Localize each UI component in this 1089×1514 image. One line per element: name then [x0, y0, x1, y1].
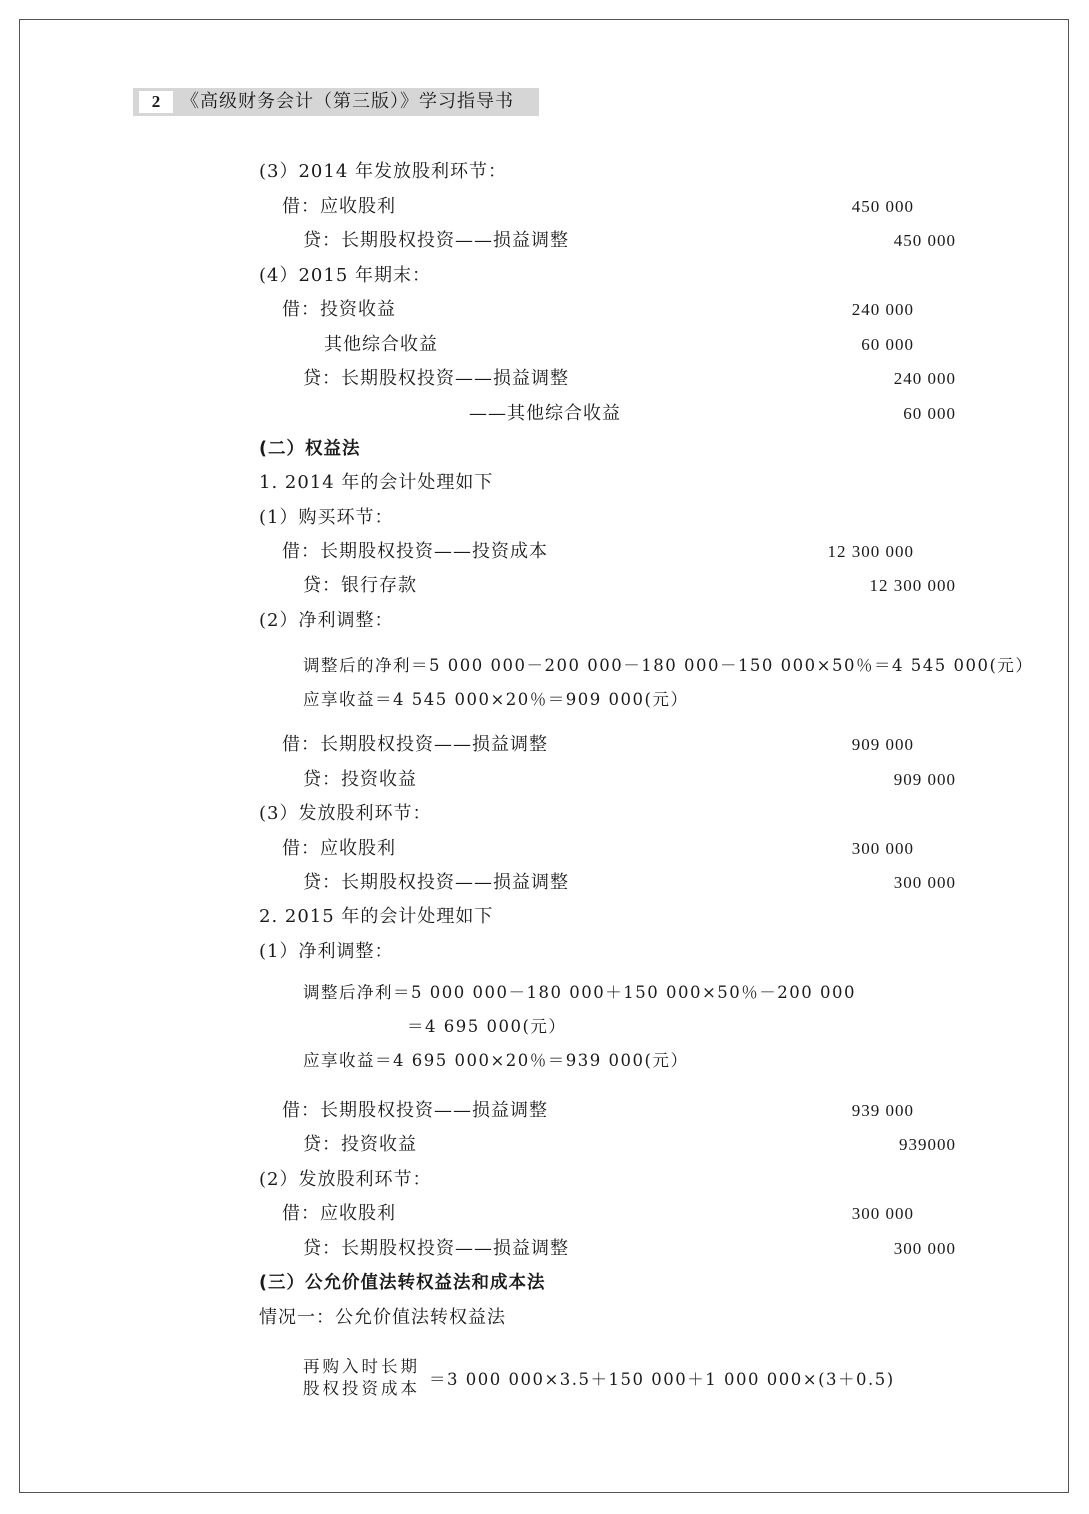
debit-amount: 300 000	[851, 839, 914, 858]
step-heading: (3）2014 年发放股利环节：	[259, 161, 508, 182]
step-heading: (2）发放股利环节：	[259, 1169, 432, 1190]
debit-amount: 939 000	[851, 1101, 914, 1120]
calculation: 应享收益＝4 695 000×20％＝939 000(元）	[303, 1051, 689, 1070]
subsection-heading: 2. 2015 年的会计处理如下	[259, 906, 494, 927]
debit-amount: 909 000	[851, 735, 914, 754]
calculation: 调整后的净利＝5 000 000－200 000－180 000－150 000×50％＝4 545 000(元）	[303, 656, 1034, 675]
stacked-label-line: 再购入时长期	[303, 1357, 420, 1376]
debit-entry: 借：长期股权投资——损益调整	[282, 734, 548, 755]
step-heading: (3）发放股利环节：	[259, 803, 432, 824]
credit-amount: 60 000	[903, 404, 956, 423]
credit-amount: 909 000	[893, 770, 956, 789]
section-heading: (三）公允价值法转权益法和成本法	[259, 1273, 546, 1293]
stacked-label-line: 股权投资成本	[303, 1379, 420, 1398]
calculation: ＝3 000 000×3.5＋150 000＋1 000 000×(3＋0.5)	[429, 1370, 895, 1389]
section-heading: (二）权益法	[259, 439, 361, 459]
debit-entry: 借：长期股权投资——损益调整	[282, 1100, 548, 1121]
page-number: 2	[139, 91, 173, 113]
calculation: 调整后净利＝5 000 000－180 000＋150 000×50％－200 000	[303, 983, 856, 1002]
stacked-label	[303, 1356, 420, 1400]
credit-amount: 12 300 000	[869, 576, 956, 595]
debit-amount: 300 000	[851, 1204, 914, 1223]
debit-entry: 借：应收股利	[282, 838, 396, 859]
credit-amount: 240 000	[893, 369, 956, 388]
debit-entry: 其他综合收益	[324, 334, 438, 355]
credit-entry: 贷：长期股权投资——损益调整	[303, 230, 569, 251]
book-title: 《高级财务会计（第三版）》学习指导书	[181, 91, 514, 112]
credit-amount: 450 000	[893, 231, 956, 250]
credit-amount: 300 000	[893, 873, 956, 892]
subsection-heading: 1. 2014 年的会计处理如下	[259, 472, 494, 493]
credit-entry: 贷：银行存款	[303, 575, 417, 596]
credit-entry: 贷：投资收益	[303, 1134, 417, 1155]
debit-entry: 借：应收股利	[282, 1203, 396, 1224]
case-heading: 情况一：公允价值法转权益法	[259, 1307, 506, 1328]
credit-entry: 贷：长期股权投资——损益调整	[303, 1238, 569, 1259]
credit-amount: 300 000	[893, 1239, 956, 1258]
credit-entry: 贷：长期股权投资——损益调整	[303, 872, 569, 893]
credit-entry: ——其他综合收益	[469, 403, 621, 424]
debit-amount: 240 000	[851, 300, 914, 319]
credit-entry: 贷：长期股权投资——损益调整	[303, 368, 569, 389]
calculation: 应享收益＝4 545 000×20％＝909 000(元）	[303, 690, 689, 709]
step-heading: (1）净利调整：	[259, 941, 394, 962]
step-heading: (1）购买环节：	[259, 507, 394, 528]
debit-entry: 借：投资收益	[282, 299, 396, 320]
step-heading: (2）净利调整：	[259, 610, 394, 631]
step-heading: (4）2015 年期末：	[259, 265, 432, 286]
calculation: ＝4 695 000(元）	[407, 1017, 567, 1036]
debit-amount: 12 300 000	[827, 542, 914, 561]
debit-entry: 借：应收股利	[282, 196, 396, 217]
credit-entry: 贷：投资收益	[303, 769, 417, 790]
debit-amount: 60 000	[861, 335, 914, 354]
credit-amount: 939000	[899, 1135, 956, 1154]
debit-amount: 450 000	[851, 197, 914, 216]
debit-entry: 借：长期股权投资——投资成本	[282, 541, 548, 562]
